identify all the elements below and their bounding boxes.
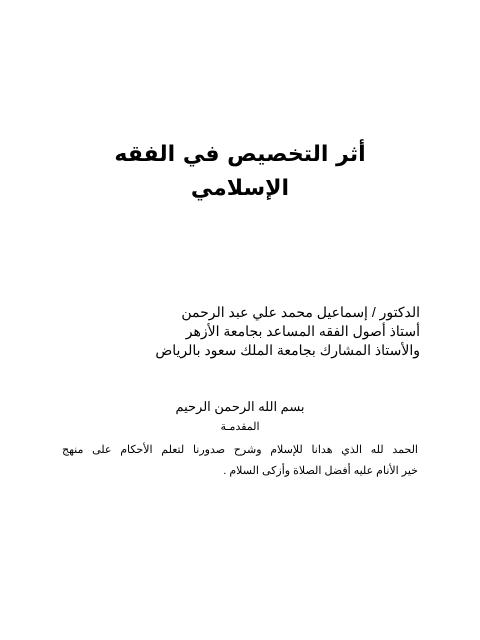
author-affiliation: والأستاذ المشارك بجامعة الملك سعود بالرياض	[155, 342, 420, 358]
author-name: الدكتور / إسماعيل محمد علي عبد الرحمن	[181, 304, 420, 320]
book-title-line-2: الإسلامي	[190, 176, 290, 201]
introduction-heading: المقدمـة	[220, 421, 260, 433]
book-title-line-1: أثر التخصيص في الفقه	[114, 142, 366, 167]
introduction-text-line-2: خير الأنام عليه أفضل الصلاة وأزكى السلام .	[223, 465, 418, 477]
basmala: بسم الله الرحمن الرحيم	[175, 399, 305, 414]
introduction-text-line-1: الحمد لله الذي هدانا للإسلام وشرح صدورنا لتعلم الأحكام على منهج	[62, 444, 418, 456]
author-position: أستاذ أصول الفقه المساعد بجامعة الأزهر	[185, 323, 420, 339]
